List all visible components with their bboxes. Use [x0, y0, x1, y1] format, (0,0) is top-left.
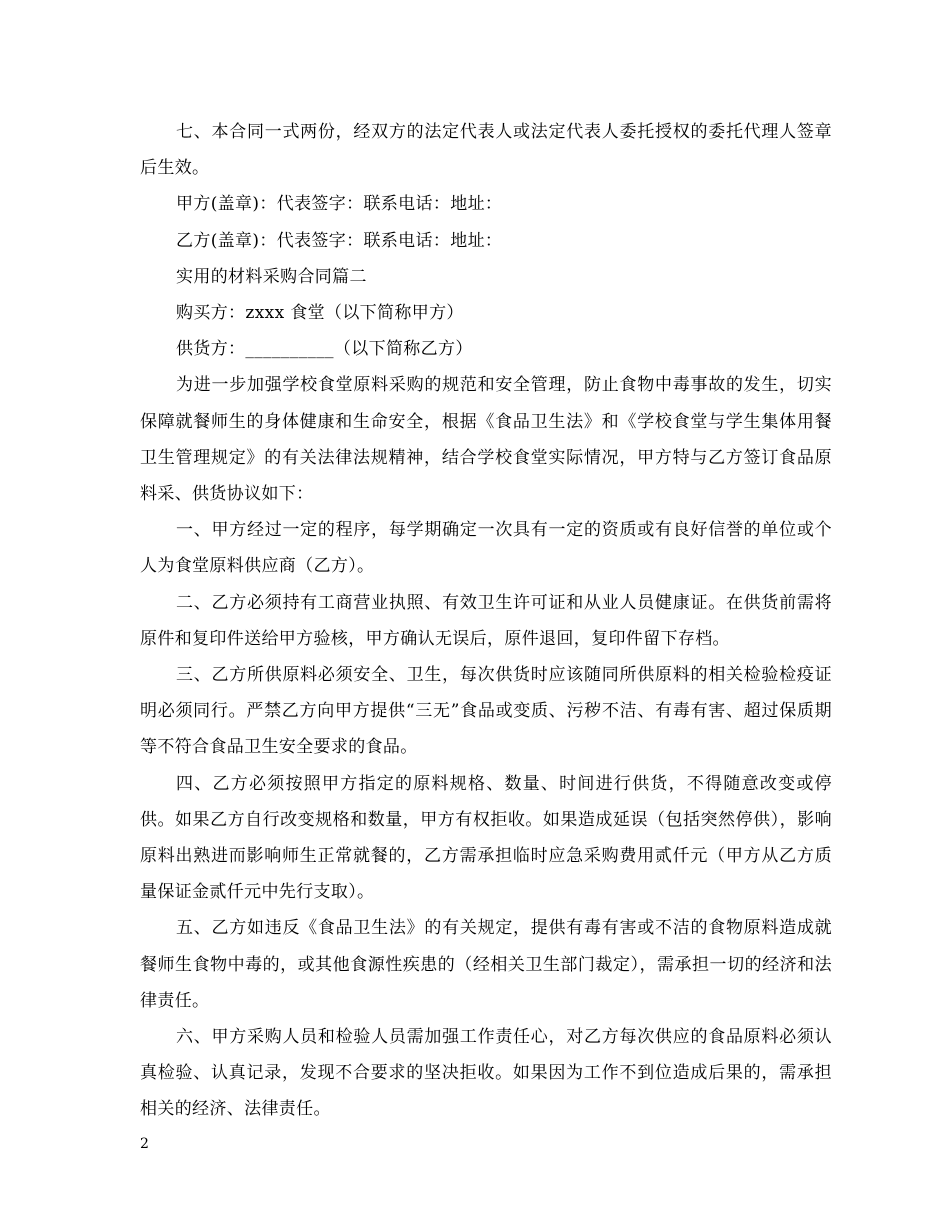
document-body	[140, 114, 832, 1128]
clause-two-paragraph: 二、乙方必须持有工商营业执照、有效卫生许可证和从业人员健康证。在供货前需将原件和复印件送给甲方验核，甲方确认无误后，原件退回，复印件留下存档。	[140, 592, 832, 649]
page-number: 2	[140, 1136, 149, 1152]
clause-one-paragraph: 一、甲方经过一定的程序，每学期确定一次具有一定的资质或有良好信誉的单位或个人为食堂原料供应商（乙方）。	[140, 520, 832, 577]
party-a-signature-line: 甲方(盖章)：代表签字：联系电话：地址：	[176, 194, 503, 215]
clause-three-paragraph: 三、乙方所供原料必须安全、卫生，每次供货时应该随同所供原料的相关检验检疫证明必须同行。严禁乙方向甲方提供“三无”食品或变质、污秽不洁、有毒有害、超过保质期等不符合食品卫生安全要求的食品。	[140, 665, 832, 758]
supplier-line: 供货方：__________（以下简称乙方）	[176, 339, 473, 360]
party-b-signature-line: 乙方(盖章)：代表签字：联系电话：地址：	[176, 230, 503, 251]
clause-four-paragraph: 四、乙方必须按照甲方指定的原料规格、数量、时间进行供货，不得随意改变或停供。如果乙方自行改变规格和数量，甲方有权拒收。如果造成延误（包括突然停供），影响原料出熟进而影响师生正常就餐的，乙方需承担临时应急采购费用贰仟元（甲方从乙方质量保证金贰仟元中先行支取）。	[140, 773, 832, 903]
buyer-line: 购买方：zxxx 食堂（以下简称甲方）	[176, 303, 464, 324]
clause-five-paragraph: 五、乙方如违反《食品卫生法》的有关规定，提供有毒有害或不洁的食物原料造成就餐师生食物中毒的，或其他食源性疾患的（经相关卫生部门裁定），需承担一切的经济和法律责任。	[140, 918, 832, 1011]
clause-six-paragraph: 六、甲方采购人员和检验人员需加强工作责任心，对乙方每次供应的食品原料必须认真检验、认真记录，发现不合要求的坚决拒收。如果因为工作不到位造成后果的，需承担相关的经济、法律责任。	[140, 1027, 832, 1120]
preamble-paragraph: 为进一步加强学校食堂原料采购的规范和安全管理，防止食物中毒事故的发生，切实保障就餐师生的身体健康和生命安全，根据《食品卫生法》和《学校食堂与学生集体用餐卫生管理规定》的有关法律法规精神，结合学校食堂实际情况，甲方特与乙方签订食品原料采、供货协议如下：	[140, 375, 832, 505]
clause-seven-paragraph: 七、本合同一式两份，经双方的法定代表人或法定代表人委托授权的委托代理人签章后生效。	[140, 122, 832, 179]
section-title: 实用的材料采购合同篇二	[176, 266, 367, 287]
